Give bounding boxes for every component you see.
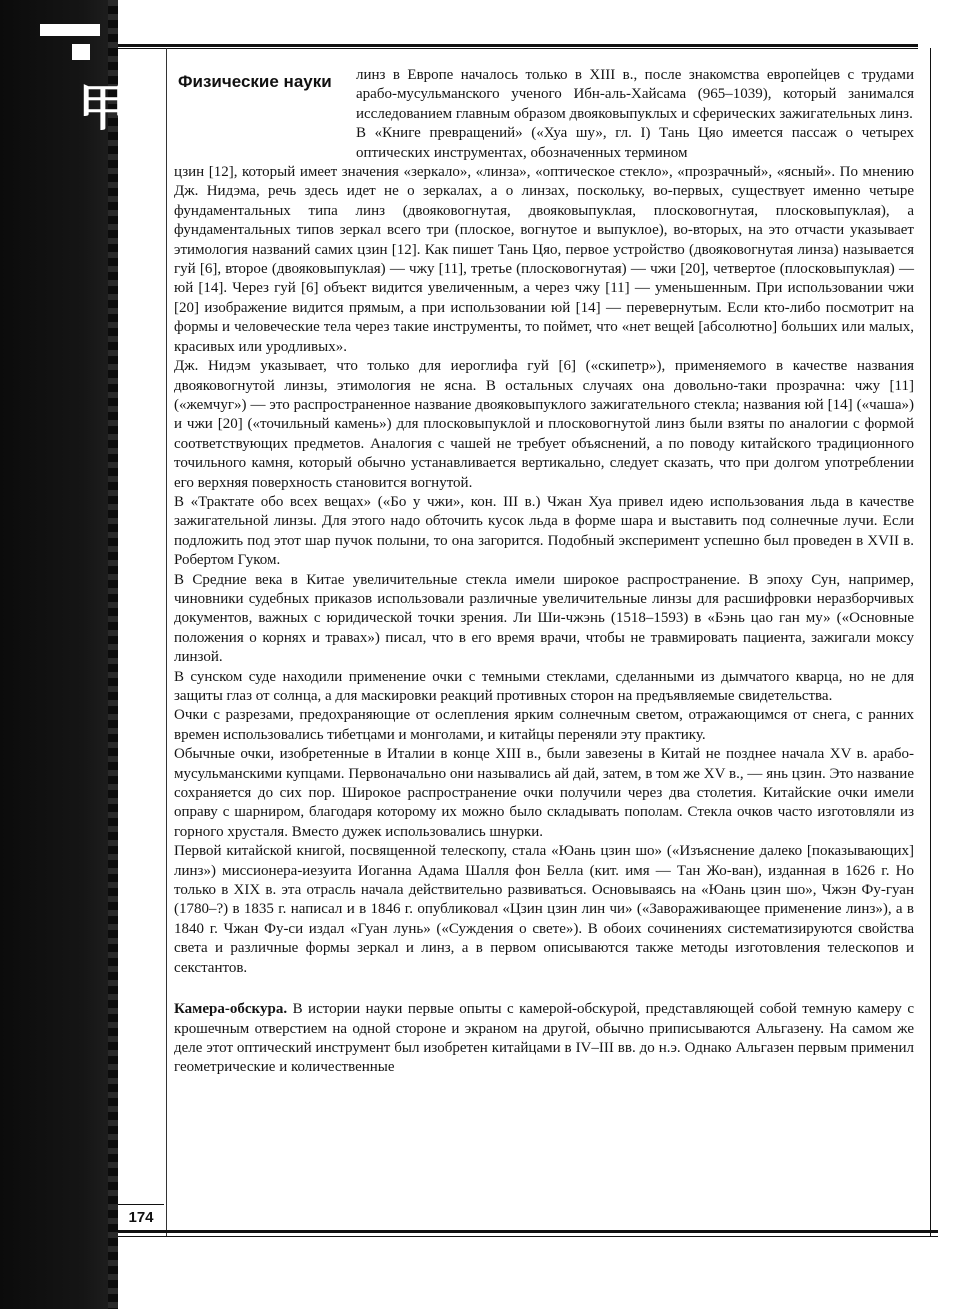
right-frame-line [930,48,931,1236]
band-marking-small [72,44,90,60]
paragraph-3: Дж. Нидэм указывает, что только для иероглифа гуй [6] («скипетр»), применяемого в качестве названия двояковогнутой линзы, этимология не ясна. В остальных случаях она довольно-таки прозрачна: чжу [11] («жемчуг») — это распространенное название двояковыпуклого зажигательного стекла; названия юй [14] («чаша») и чжи [20] («точильный камень») для плосковыпуклой и плосковогнутой линз были взяты по аналогии с формой соответствующих предметов. Аналогия с чашей не требует объяснений, а по поводу китайского традиционного точильного камня, который обычно устанавливается вертикально, следует сказать, что при долгом употреблении его верхняя поверхность становится вогнутой. [174,358,914,491]
paragraph-8: Обычные очки, изобретенные в Италии в конце XIII в., были завезены в Китай не позднее начала XV в. арабо-мусульманскими купцами. Первоначально они назывались ай дай, затем, в том же XV в., — янь цзин. Это название сохраняется до сих пор. Широкое распространение очки получили через два столетия. Китайские очки имели оправу с шарниром, благодаря которому их можно было складывать пополам. Стекла очков часто изготовляли из горного хрусталя. Вместо дужек использовались шнурки. [174,746,914,840]
section-hieroglyph-emblem: 甲 [78,79,128,137]
section-side-heading: Физические науки [178,72,332,91]
paragraph-1: линз в Европе началось только в XIII в., после знакомства европейцев с трудами арабо-мусульманского ученого Ибн-аль-Хайсама (965–1039), который занимался исследованием главным образом двояковыпуклых и сферических зажигательных линз. [356,67,914,122]
gutter-line [166,48,167,1236]
bottom-rule-thin [118,1236,938,1237]
paragraph-camera-obscura [174,1000,914,1078]
paragraph-2-rest: цзин [12], который имеет значения «зеркало», «линза», «оптическое стекло», «прозрачный», «ясный». По мнению Дж. Нидэма, речь здесь идет не о зеркалах, а о линзах, поскольку, во-первых, существует именно четыре фундаментальных типа линз (двояковогнутая, двояковыпуклая, плосковогнутая, плосковыпуклая), а фундаментальных типов зеркал всего три (плоское, вогнутое и выпуклое), во-вторых, на это отчасти указывает этимология названий самих цзин [12]. Как пишет Тань Цяо, первое устройство (двояковогнутая линза) называется гуй [6], второе (двояковыпуклая) — чжу [11], третье (плосковогнутая) — чжи [20], четвертое (плосковыпуклая) — юй [14]. Через гуй [6] объект видится увеличенным, а через чжу [11] — уменьшенным. При использовании чжи [20] изображение видится прямым, а при использовании юй [14] — перевернутым. Если кто-либо посмотрит на формы и человеческие тела через такие инструменты, то поймет, что «нет вещей [абсолютно] больших или малых, красивых или уродливых». [174,164,914,355]
scanned-left-margin-band [0,0,118,1309]
page-body [174,66,914,1078]
paragraph-6: В сунском суде находили применение очки с темными стеклами, сделанными из дымчатого кварца, но не для защиты глаз от солнца, а для маскировки реакций противных сторон на предъявляемые свидетельства. [174,668,914,704]
margin-band-edge [108,0,118,1309]
paragraph-4: В «Трактате обо всех вещах» («Бо у чжи», кон. III в.) Чжан Хуа привел идею использования льда в качестве зажигательной линзы. Для этого надо обточить кусок льда в форме шара и выставить под солнечные лучи. Если подложить под этот шар пучок полыни, то она загорится. Подобный эксперимент успешно был проведен в XVII в. Робертом Гуком. [174,493,914,569]
page-number: 174 [118,1204,164,1230]
paragraph-7: Очки с разрезами, предохраняющие от ослепления ярким солнечным светом, отражающимся от снега, с ранних времен использовались тибетцами и монголами, и китайцы переняли эту практику. [174,707,914,743]
top-rule-thin [118,48,918,49]
band-marking-top [40,24,100,36]
bottom-rule-thick [118,1230,938,1233]
paragraph-2-start [356,124,914,163]
paragraph-9: Первой китайской книгой, посвященной телескопу, стала «Юань цзин шо» («Изъяснение далеко [показывающих] линз») миссионера-иезуита Иоганна Адама Шалля фон Белла (кит. имя — Тан Жо-ван), изданная в 1626 г. Но только в XIX в. эта отрасль начала действительно развиваться. Основываясь на «Юань цзин шо», Чжэн Фу-гуан (1780–?) в 1835 г. написал и в 1846 г. опубликовал «Цзин цзин лин чи» («Завораживающее применение линз»), а в 1840 г. Чжан Фу-си издал «Гуан лунь» («Суждения о свете»). В обоих сочинениях систематизируются свойства света и различные формы зеркал и линз, а в первом описываются также методы изготовления телескопов и секстантов. [174,843,914,976]
paragraph-2-first: В «Книге превращений» («Хуа шу», гл. I) Тань Цяо имеется пассаж о четырех оптических инструментах, обозначенных термином [356,125,914,161]
paragraph-camera-obscura-text: В истории науки первые опыты с камерой-обскурой, представляющей собой темную камеру с крошечным отверстием на одной стороне и экраном на другой, обычно приписываются Альгазену. На самом же деле этот оптический инструмент был изобретен китайцами в IV–III вв. до н.э. Однако Альгазен первым применил геометрические и количественные [174,1001,915,1076]
runin-heading-camera-obscura: Камера-обскура. [174,1001,288,1018]
paragraph-5: В Средние века в Китае увеличительные стекла имели широкое распространение. В эпоху Сун, например, чиновники судебных приказов использовали различные увеличительные линзы для расшифровки неразборчивых документов, важных с юридической точки зрения. Ли Ши-чжэнь (1518–1593) в «Бэнь цао ган му» («Основные положения о корнях и травах») писал, что в его время врачи, чтобы не травмировать пациента, зажигали моксу линзой. [174,571,914,666]
top-rule-thick [118,44,918,47]
